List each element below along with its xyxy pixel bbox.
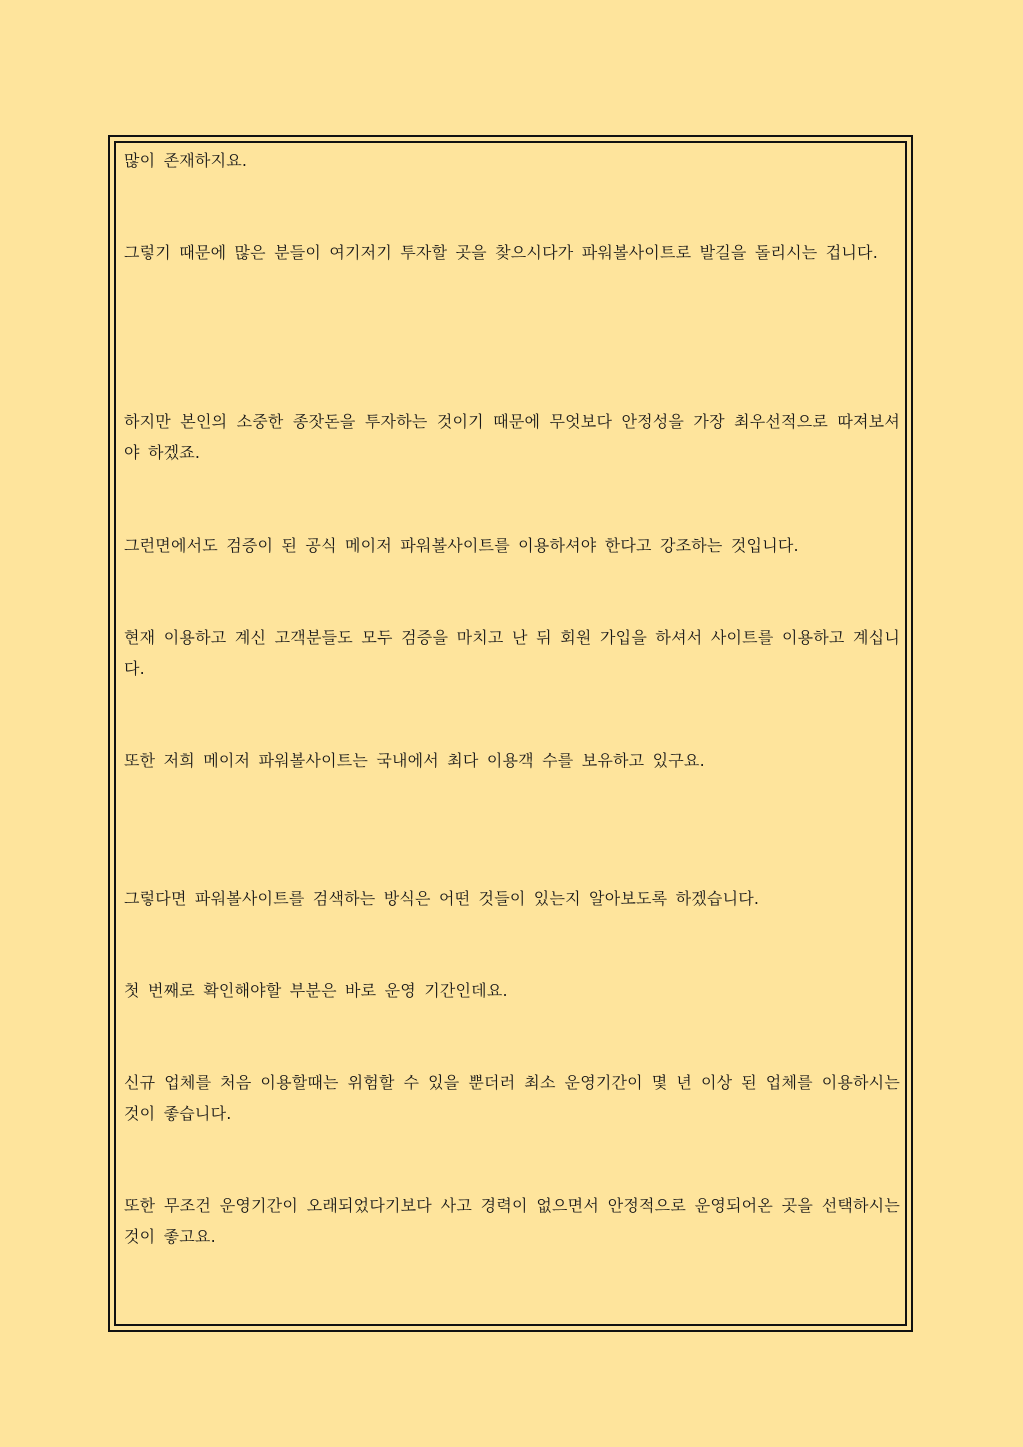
paragraph: 또한 저희 메이저 파워볼사이트는 국내에서 최다 이용객 수를 보유하고 있구요. [124, 751, 705, 770]
paragraph: 현재 이용하고 계신 고객분들도 모두 검증을 마치고 난 뒤 회원 가입을 하셔서 사이트를 이용하고 계십니다. [124, 628, 900, 678]
document-border-inner [114, 141, 907, 1326]
paragraph: 많이 존재하지요. [124, 151, 248, 170]
paragraph: 또한 무조건 운영기간이 오래되었다기보다 사고 경력이 없으면서 안정적으로 운영되어온 곳을 선택하시는 것이 좋고요. [124, 1196, 900, 1246]
paragraph: 첫 번째로 확인해야할 부분은 바로 운영 기간인데요. [124, 981, 508, 1000]
paragraph: 하지만 본인의 소중한 종잣돈을 투자하는 것이기 때문에 무엇보다 안정성을 가장 최우선적으로 따져보셔야 하겠죠. [124, 412, 900, 462]
paragraph: 그렇다면 파워볼사이트를 검색하는 방식은 어떤 것들이 있는지 알아보도록 하겠습니다. [124, 889, 760, 908]
paragraph: 그런면에서도 검증이 된 공식 메이저 파워볼사이트를 이용하셔야 한다고 강조하는 것입니다. [124, 536, 799, 555]
paragraph: 신규 업체를 처음 이용할때는 위험할 수 있을 뿐더러 최소 운영기간이 몇 년 이상 된 업체를 이용하시는 것이 좋습니다. [124, 1073, 900, 1123]
paragraph: 그렇기 때문에 많은 분들이 여기저기 투자할 곳을 찾으시다가 파워볼사이트로 발길을 돌리시는 겁니다. [124, 243, 878, 262]
document-border-outer [108, 135, 913, 1332]
